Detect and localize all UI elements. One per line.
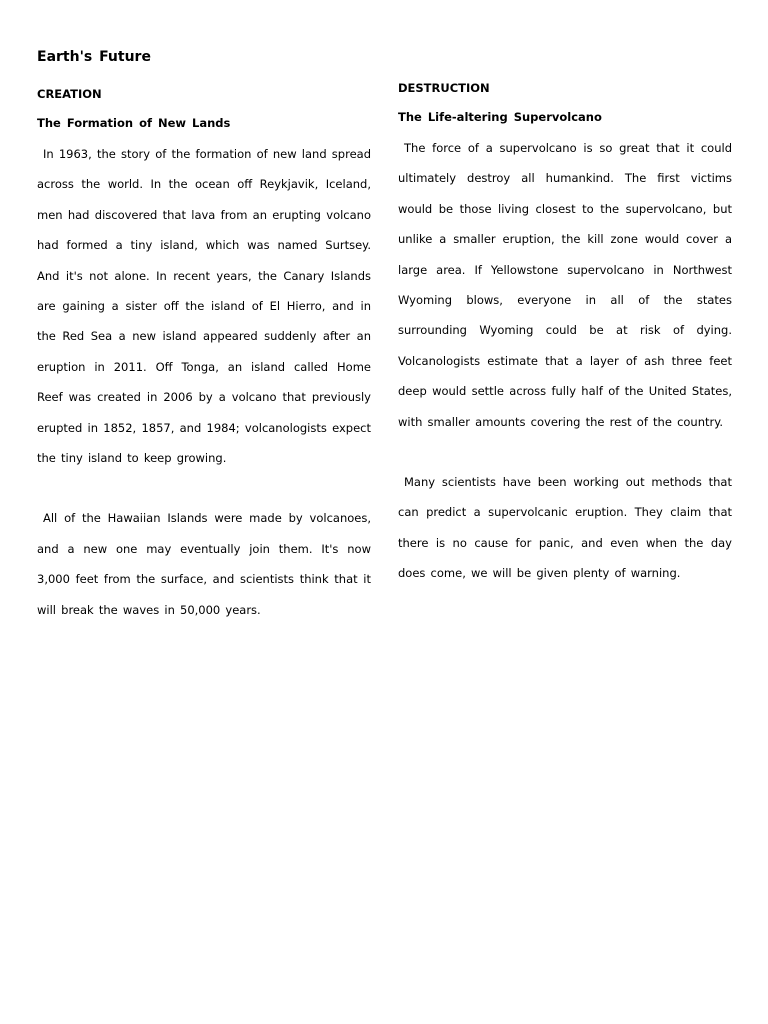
left-column (37, 86, 371, 625)
section-heading-supervolcano: The Life-altering Supervolcano (398, 110, 602, 124)
document-title: Earth's Future (37, 49, 151, 65)
paragraph-hawaiian-islands: All of the Hawaiian Islands were made by volcanoes, and a new one may eventually join them. It's now 3,000 feet from the surface, and scientists think that it will break the waves in 50,000 years. (37, 511, 371, 617)
section-heading-new-lands: The Formation of New Lands (37, 116, 231, 130)
section-label-destruction: DESTRUCTION (398, 81, 490, 95)
paragraph-formation: In 1963, the story of the formation of new land spread across the world. In the ocean off Reykjavik, Iceland, men had discovered that lava from an erupting volcano had formed a tiny island, which was named Surtsey. And it's not alone. In recent years, the Canary Islands are gaining a sister off the island of El Hierro, and in the Red Sea a new island appeared suddenly after an eruption in 2011. Off Tonga, an island called Home Reef was created in 2006 by a volcano that previously erupted in 1852, 1857, and 1984; volcanologists expect the tiny island to keep growing. (37, 147, 371, 466)
paragraph-supervolcano-force: The force of a supervolcano is so great that it could ultimately destroy all humankind. The first victims would be those living closest to the supervolcano, but unlike a smaller eruption, the kill zone would cover a large area. If Yellowstone supervolcano in Northwest Wyoming blows, everyone in all of the states surrounding Wyoming could be at risk of dying. Volcanologists estimate that a layer of ash three feet deep would settle across fully half of the United States, with smaller amounts covering the rest of the country. (398, 141, 732, 429)
section-label-creation: CREATION (37, 87, 102, 101)
paragraph-prediction-methods: Many scientists have been working out methods that can predict a supervolcanic eruption. They claim that there is no cause for panic, and even when the day does come, we will be given plenty of warning. (398, 475, 732, 581)
right-column (398, 80, 732, 589)
